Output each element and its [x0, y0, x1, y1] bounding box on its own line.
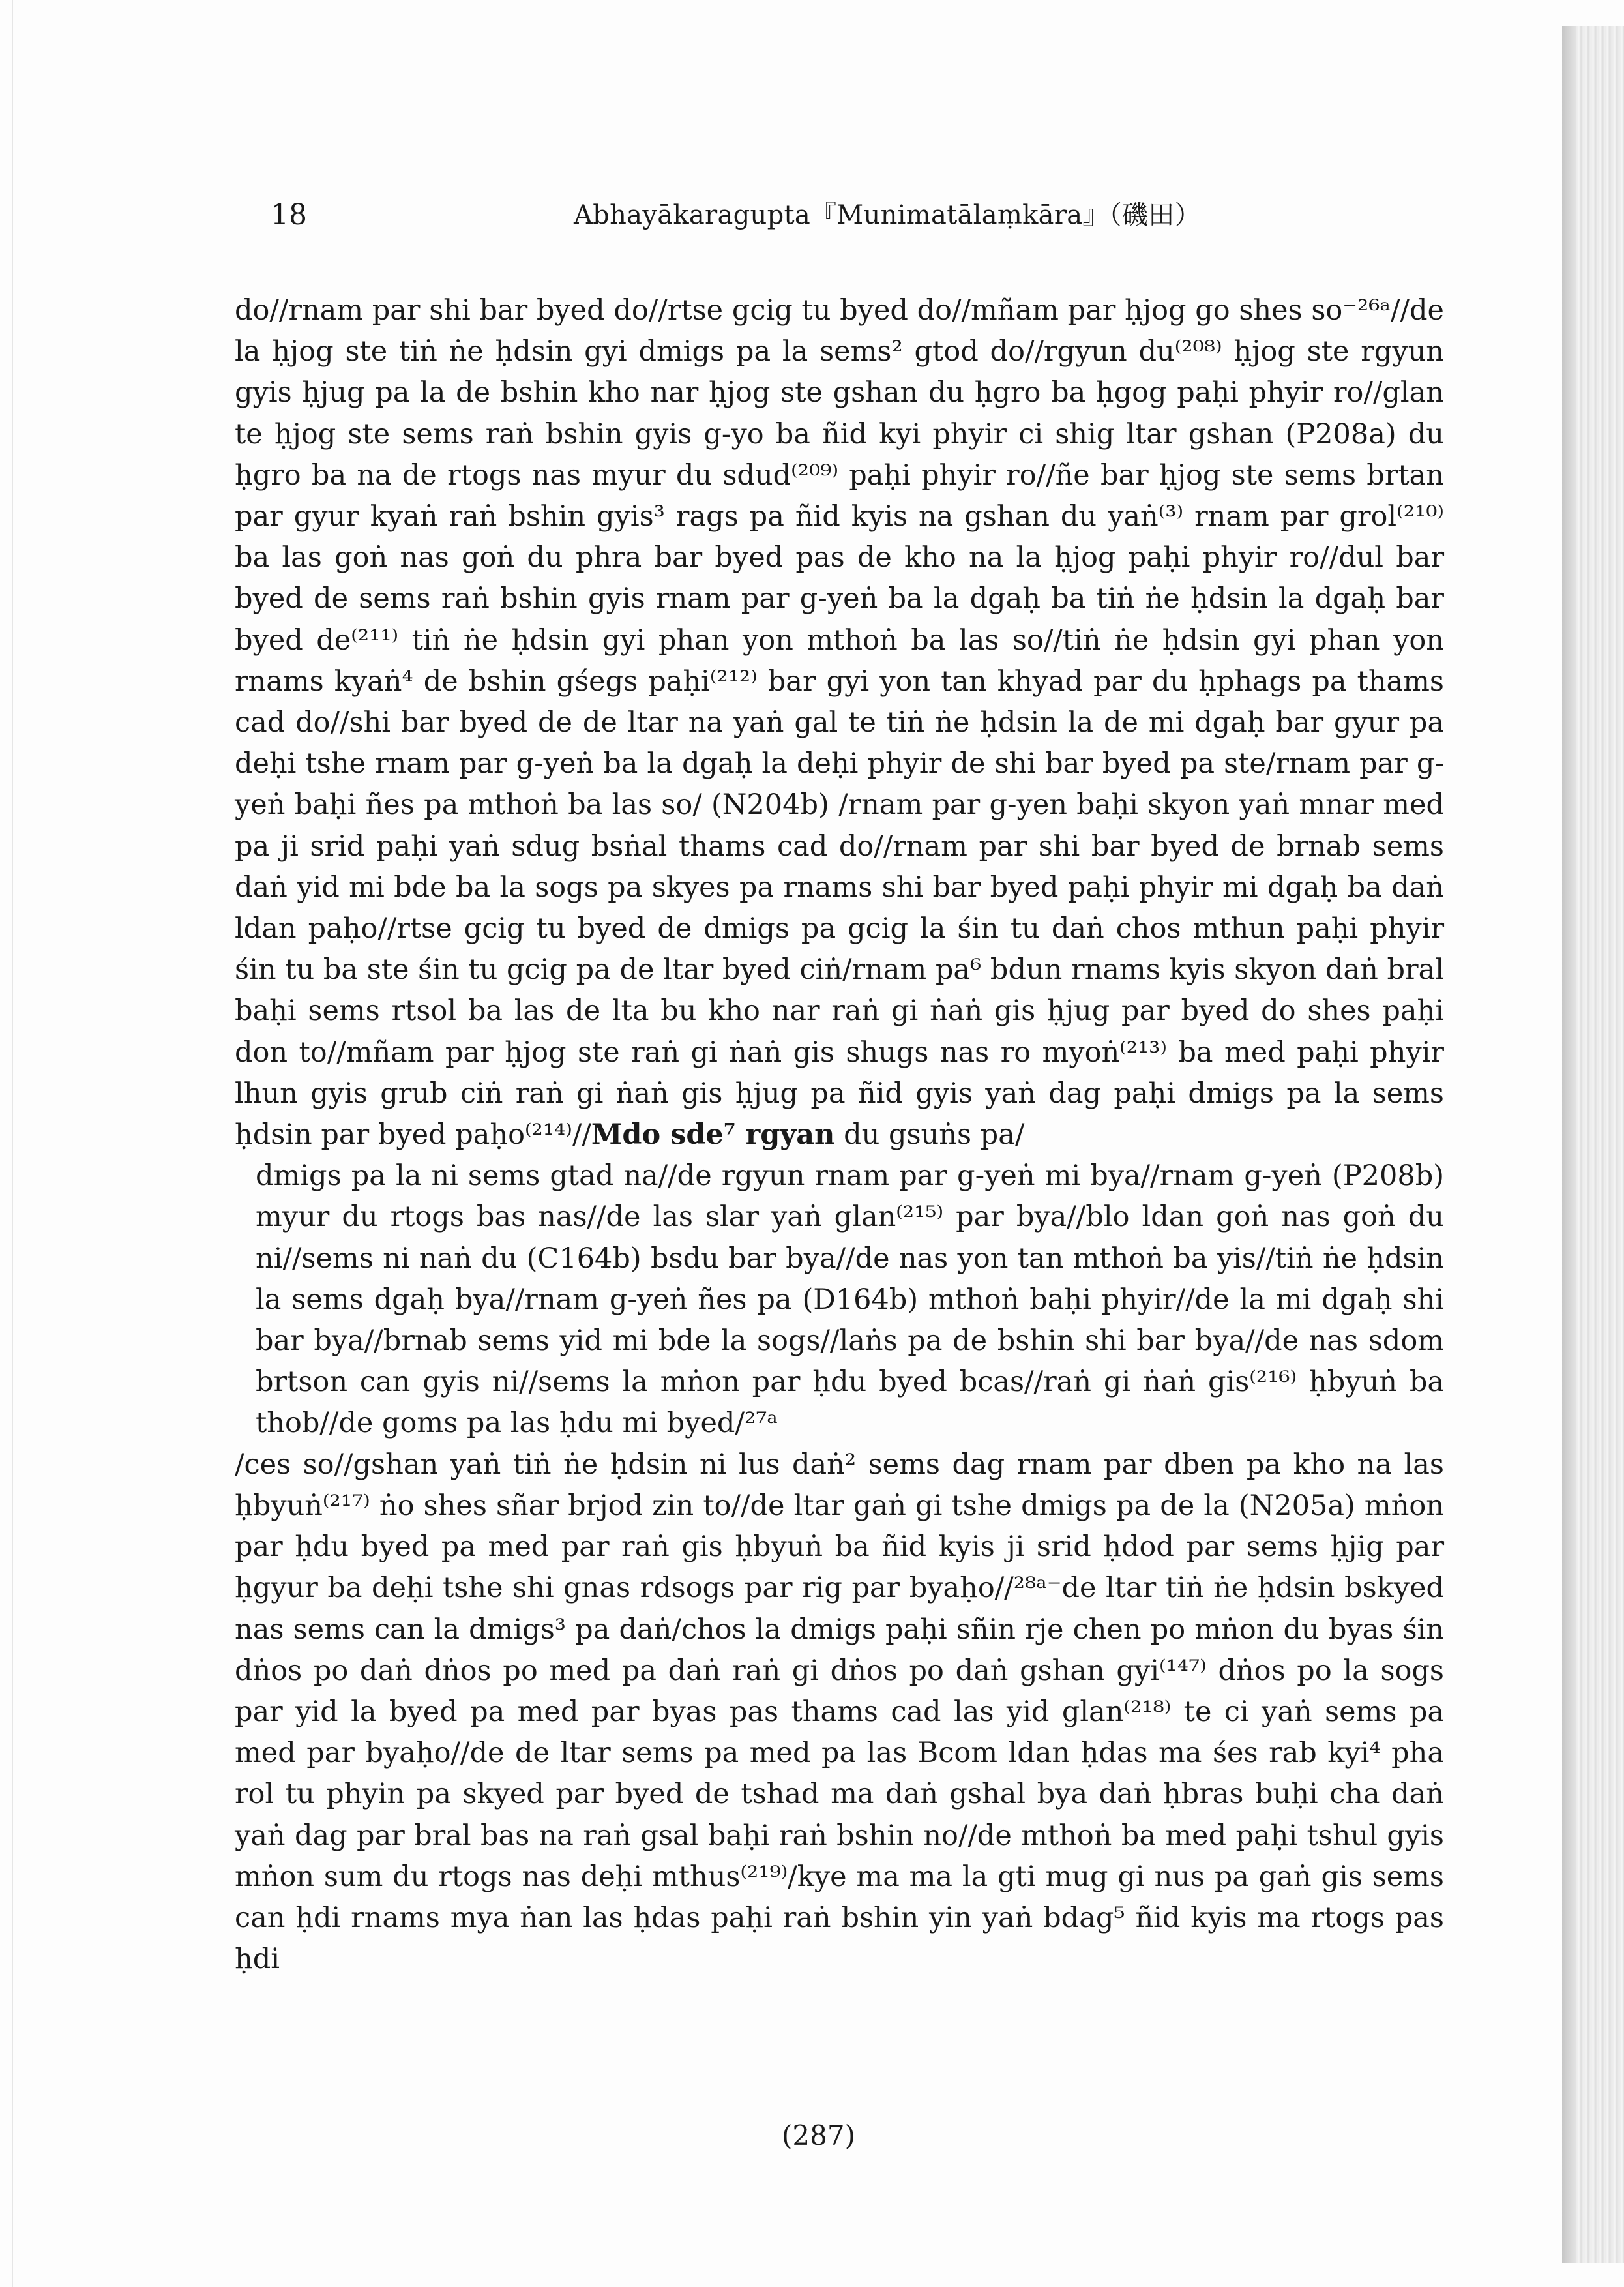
running-title: Abhayākaragupta『Munimatālaṃkāra』（磯田）	[574, 200, 1201, 230]
paragraph	[235, 290, 1444, 1156]
paragraph-text-tail: du gsuṅs pa/	[834, 1118, 1025, 1152]
page-left-edge	[12, 0, 13, 2287]
body-text	[235, 290, 1444, 1980]
paragraph: /ces so//gshan yaṅ tiṅ ṅe ḥdsin ni lus daṅ² sems dag rnam par dben pa kho na las ḥbyuṅ⁽²¹⁷⁾ ṅo shes sñar brjod zin to//de ltar gaṅ gi tshe dmigs pa de la (N205a) mṅon par ḥdu byed pa med par raṅ gis ḥbyuṅ ba ñid kyis ji srid ḥdod par sems ḥjig par ḥgyur ba deḥi tshe shi gnas rdsogs par rig par byaḥo//²⁸ᵃ⁻de ltar tiṅ ṅe ḥdsin bskyed nas sems can la dmigs³ pa daṅ/chos la dmigs paḥi sñin rje chen po mṅon du byas śin dṅos po daṅ dṅos po med pa daṅ raṅ gi dṅos po daṅ gshan gyi⁽¹⁴⁷⁾ dṅos po la sogs par yid la byed pa med par byas pas thams cad las yid glan⁽²¹⁸⁾ te ci yaṅ sems pa med par byaḥo//de de ltar sems pa med pa las Bcom ldan ḥdas ma śes rab kyi⁴ pha rol tu phyin pa skyed par byed de tshad ma daṅ gshal bya daṅ ḥbras buḥi cha daṅ yaṅ dag par bral bas na raṅ gsal baḥi raṅ bshin no//de mthoṅ ba med paḥi tshul gyis mṅon sum du rtogs nas deḥi mthus⁽²¹⁹⁾/kye ma ma la gti mug gi nus pa gaṅ gis sems can ḥdi rnams mya ṅan las ḥdas paḥi raṅ bshin yin yaṅ bdag⁵ ñid kyis ma rtogs pas ḥdi	[235, 1448, 1444, 1976]
scan-binding-shadow	[1562, 26, 1624, 2263]
page-number: 18	[271, 198, 307, 232]
page-footer	[0, 2116, 1624, 2155]
footer-page-number: (287)	[782, 2119, 855, 2151]
quoted-verse: dmigs pa la ni sems gtad na//de rgyun rnam par g-yeṅ mi bya//rnam g-yeṅ (P208b) myur du rtogs bas nas//de las slar yaṅ glan⁽²¹⁵⁾ par bya//blo ldan goṅ nas goṅ du ni//sems ni naṅ du (C164b) bsdu bar bya//de nas yon tan mthoṅ ba yis//tiṅ ṅe ḥdsin la sems dgaḥ bya//rnam g-yeṅ ñes pa (D164b) mthoṅ baḥi phyir//de la mi dgaḥ shi bar bya//brnab sems yid mi bde la sogs//laṅs pa de bshin shi bar bya//de nas sdom brtson can gyis ni//sems la mṅon par ḥdu byed bcas//raṅ gi ṅaṅ gis⁽²¹⁶⁾ ḥbyuṅ ba thob//de goms pa las ḥdu mi byed/²⁷ᵃ	[256, 1159, 1444, 1440]
source-title: Mdo sde⁷ rgyan	[591, 1118, 835, 1152]
paragraph-text: do//rnam par shi bar byed do//rtse gcig tu byed do//mñam par ḥjog go shes so⁻²⁶ᵃ//de la ḥjog ste tiṅ ṅe ḥdsin gyi dmigs pa la sems² gtod do//rgyun du⁽²⁰⁸⁾ ḥjog ste rgyun gyis ḥjug pa la de bshin kho nar ḥjog ste gshan du ḥgro ba ḥgog paḥi phyir ro//glan te ḥjog ste sems raṅ bshin gyis g-yo ba ñid kyi phyir ci shig ltar gshan (P208a) du ḥgro ba na de rtogs nas myur du sdud⁽²⁰⁹⁾ paḥi phyir ro//ñe bar ḥjog ste sems brtan par gyur kyaṅ raṅ bshin gyis³ rags pa ñid kyis na gshan du yaṅ⁽³⁾ rnam par grol⁽²¹⁰⁾ ba las goṅ nas goṅ du phra bar byed pas de kho na la ḥjog paḥi phyir ro//dul bar byed de sems raṅ bshin gyis rnam par g-yeṅ ba la dgaḥ ba tiṅ ṅe ḥdsin la dgaḥ bar byed de⁽²¹¹⁾ tiṅ ṅe ḥdsin gyi phan yon mthoṅ ba las so//tiṅ ṅe ḥdsin gyi phan yon rnams kyaṅ⁴ de bshin gśegs paḥi⁽²¹²⁾ bar gyi yon tan khyad par du ḥphags pa thams cad do//shi bar byed de de ltar na yaṅ gal te tiṅ ṅe ḥdsin la de mi dgaḥ bar gyur pa deḥi tshe rnam par g-yeṅ ba la dgaḥ la deḥi phyir de shi bar byed pa ste/rnam par g-yeṅ baḥi ñes pa mthoṅ ba las so/ (N204b) /rnam par g-yen baḥi skyon yaṅ mnar med pa ji srid paḥi yaṅ sdug bsṅal thams cad do//rnam par shi bar byed de brnab sems daṅ yid mi bde ba la sogs pa skyes pa rnams shi bar byed paḥi phyir mi dgaḥ ba daṅ ldan paḥo//rtse gcig tu byed de dmigs pa gcig la śin tu daṅ chos mthun paḥi phyir śin tu ba ste śin tu gcig pa de ltar byed ciṅ/rnam pa⁶ bdun rnams kyis skyon daṅ bral baḥi sems rtsol ba las de lta bu kho nar raṅ gi ṅaṅ gis ḥjug par byed do shes paḥi don to//mñam par ḥjog ste raṅ gi ṅaṅ gis shugs nas ro myoṅ⁽²¹³⁾ ba med paḥi phyir lhun gyis grub ciṅ raṅ gi ṅaṅ gis ḥjug pa ñid gyis yaṅ dag paḥi dmigs pa la sems ḥdsin par byed paḥo⁽²¹⁴⁾//	[235, 294, 1444, 1152]
page-header	[271, 196, 1483, 235]
